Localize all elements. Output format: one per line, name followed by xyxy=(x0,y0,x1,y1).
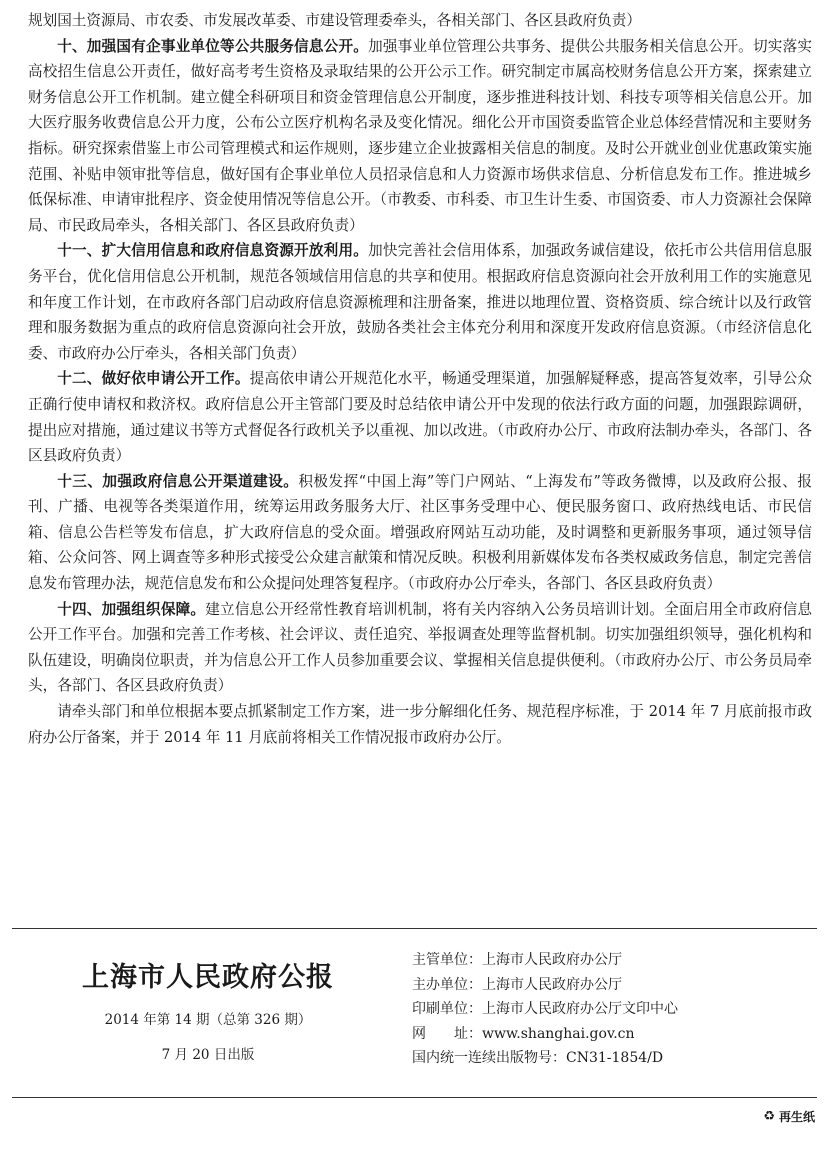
info-website: 网 址：www.shanghai.gov.cn xyxy=(412,1025,635,1042)
paragraph-continuation: 规划国土资源局、市农委、市发展改革委、市建设管理委牵头，各相关部门、各区县政府负责） xyxy=(28,12,641,29)
text-13: 积极发挥“中国上海”等门户网站、“上海发布”等政务微博，以及政府公报、报刊、广播、电视等各类渠道作用，统筹运用政务服务大厅、社区事务受理中心、便民服务窗口、政府热线电话、市民信箱、信息公告栏等发布信息，扩大政府信息的受众面。增强政府网站互动功能，及时调整和更新服务事项，通过领导信箱、公众问答、网上调查等多种形式接受公众建言献策和情况反映。积极利用新媒体发布各类权威政务信息，制定完善信息发布管理办法，规范信息发布和公众提问处理答复程序。（市政府办公厅牵头，各部门、各区县政府负责） xyxy=(28,472,812,593)
heading-14: 十四、加强组织保障。 xyxy=(57,600,206,618)
heading-12: 十二、做好依申请公开工作。 xyxy=(57,370,250,388)
info-serial-number: 国内统一连续出版物号：CN31-1854/D xyxy=(412,1050,664,1067)
article-body xyxy=(28,8,812,750)
heading-10: 十、加强国有企事业单位等公共服务信息公开。 xyxy=(57,37,369,55)
text-12: 提高依申请公开规范化水平，畅通受理渠道，加强解疑释惑，提高答复效率，引导公众正确行使申请权和救济权。政府信息公开主管部门要及时总结依申请公开中发现的依法行政方面的问题，加强跟踪调研，提出应对措施，通过建议书等方式督促各行政机关予以重视、加以改进。（市政府办公厅、市政府法制办牵头，各部门、各区县政府负责） xyxy=(28,370,812,465)
text-14: 建立信息公开经常性教育培训机制，将有关内容纳入公务员培训计划。全面启用全市政府信息公开工作平台。加强和完善工作考核、社会评议、责任追究、举报调查处理等监督机制。切实加强组织领导，强化机构和队伍建设，明确岗位职责，并为信息公开工作人员参加重要会议、掌握相关信息提供便利。（市政府办公厅、市公务员局牵头，各部门、各区县政府负责） xyxy=(28,600,812,695)
info-printer: 印刷单位：上海市人民政府办公厅文印中心 xyxy=(412,1001,678,1018)
heading-13: 十三、加强政府信息公开渠道建设。 xyxy=(57,472,299,490)
recycled-paper-mark xyxy=(763,1108,815,1125)
paragraph-13 xyxy=(28,469,812,597)
info-supervisor: 主管单位：上海市人民政府办公厅 xyxy=(412,952,622,968)
paragraph-11 xyxy=(28,238,812,366)
text-11: 加快完善社会信用体系，加强政务诚信建设，依托市公共信用信息服务平台，优化信用信息公开机制，规范各领域信用信息的共享和使用。根据政府信息资源向社会开放利用工作的实施意见和年度工作计划，在市政府各部门启动政府信息资源梳理和注册备案，推进以地理位置、资格资质、综合统计以及行政管理和服务数据为重点的政府信息资源向社会开放，鼓励各类社会主体充分利用和深度开发政府信息资源。（市经济信息化委、市政府办公厅牵头，各相关部门负责） xyxy=(28,242,812,362)
masthead-top-rule xyxy=(12,928,817,929)
paragraph-12 xyxy=(28,366,812,468)
heading-11: 十一、扩大信用信息和政府信息资源开放利用。 xyxy=(57,242,369,260)
masthead-bottom-rule xyxy=(12,1097,817,1098)
publication-date: 7 月 20 日出版 xyxy=(161,1047,255,1063)
recycle-icon: ♻ xyxy=(763,1109,775,1124)
paragraph-14 xyxy=(28,597,812,699)
recycled-paper-label: 再生纸 xyxy=(778,1110,815,1124)
issue-number: 2014 年第 14 期（总第 326 期） xyxy=(104,1012,312,1028)
paragraph-10 xyxy=(28,34,812,239)
gazette-title: 上海市人民政府公报 xyxy=(82,962,334,993)
info-sponsor: 主办单位：上海市人民政府办公厅 xyxy=(412,976,622,993)
text-10: 加强事业单位管理公共事务、提供公共服务相关信息公开。切实落实高校招生信息公开责任，做好高考考生资格及录取结果的公开公示工作。研究制定市属高校财务信息公开方案，探索建立财务信息公开工作机制。建立健全科研项目和资金管理信息公开制度，逐步推进科技计划、科技专项等相关信息公开。加大医疗服务收费信息公开力度，公布公立医疗机构名录及变化情况。细化公开市国资委监管企业总体经营情况和主要财务指标。研究探索借鉴上市公司管理模式和运作规则，逐步建立企业披露相关信息的制度。及时公开就业创业优惠政策实施范围、补贴申领审批等信息，做好国有企事业单位人员招录信息和人力资源市场供求信息、分析信息发布工作。推进城乡低保标准、申请审批程序、资金使用情况等信息公开。（市教委、市科委、市卫生计生委、市国资委、市人力资源社会保障局、市民政局牵头，各相关部门、各区县政府负责） xyxy=(28,37,812,234)
closing-paragraph: 请牵头部门和单位根据本要点抓紧制定工作方案，进一步分解细化任务、规范程序标准，于 2014 年 7 月底前报市政府办公厅备案，并于 2014 年 11 月底前将相关工作情况报市政府办公厅。 xyxy=(28,703,812,746)
publication-info xyxy=(412,948,812,1071)
